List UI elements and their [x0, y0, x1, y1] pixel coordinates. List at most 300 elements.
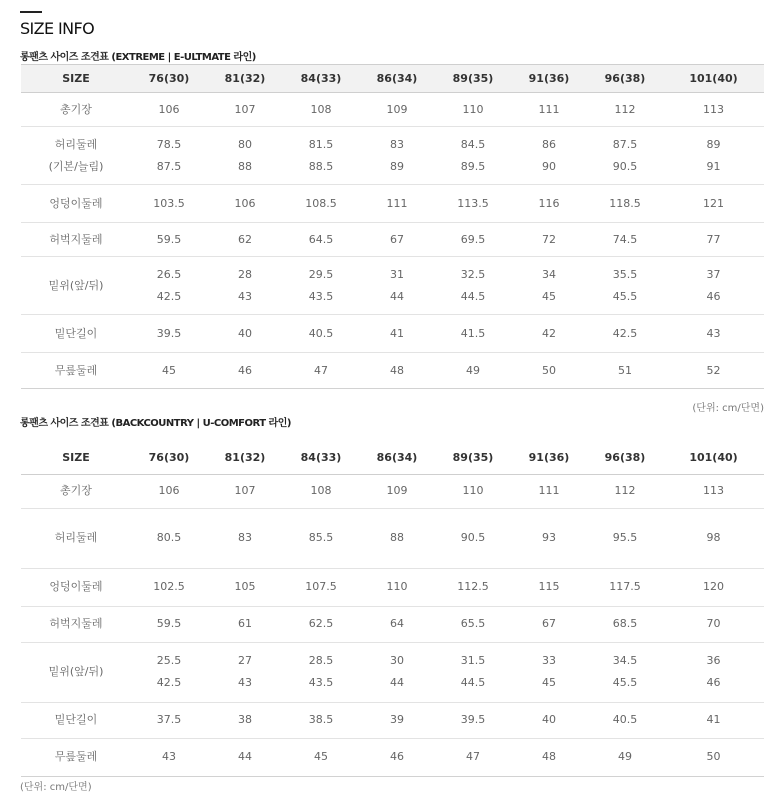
row-label-text: 허벅지둘레 — [49, 232, 103, 246]
table-cell — [359, 474, 435, 508]
cell-value: 44 — [390, 289, 404, 303]
cell-value: 91 — [706, 159, 721, 173]
table-cell — [435, 257, 511, 315]
table-cell — [587, 353, 663, 389]
table-cell — [587, 223, 663, 257]
cell-value: 109 — [386, 102, 408, 116]
cell-value: 31.5 — [460, 654, 486, 667]
row-label-text: 밑단길이 — [54, 326, 98, 340]
cell-value: 113 — [703, 484, 724, 497]
table-cell — [663, 702, 764, 738]
cell-value: 109 — [386, 484, 408, 497]
table-cell — [283, 127, 359, 185]
cell-value: 110 — [462, 102, 484, 116]
cell-value: 45 — [162, 363, 176, 377]
table-cell — [587, 702, 663, 738]
cell-value: 62.5 — [308, 617, 334, 630]
table-row — [21, 568, 764, 606]
table-cell — [131, 474, 207, 508]
table-cell — [207, 223, 283, 257]
cell-value: 118.5 — [609, 196, 641, 210]
row-label — [21, 702, 131, 738]
column-header: 76(30) — [131, 65, 207, 93]
table-cell — [207, 257, 283, 315]
cell-value: 106 — [158, 484, 180, 497]
table-row — [21, 353, 764, 389]
table-cell — [207, 185, 283, 223]
table-cell — [359, 702, 435, 738]
table-cell — [283, 93, 359, 127]
cell-value: 107.5 — [305, 580, 337, 593]
table-cell — [587, 568, 663, 606]
column-header: SIZE — [21, 65, 131, 93]
cell-value: 111 — [538, 484, 560, 497]
table-cell — [207, 127, 283, 185]
cell-value: 42.5 — [156, 676, 182, 689]
table-cell — [359, 223, 435, 257]
column-header: 89(35) — [435, 65, 511, 93]
row-label-text: 밑위(앞/뒤) — [48, 278, 104, 292]
cell-value: 111 — [538, 102, 560, 116]
cell-value: 44.5 — [460, 676, 486, 689]
table-cell — [511, 93, 587, 127]
table-row — [21, 127, 764, 185]
table-cell — [359, 606, 435, 642]
table-cell — [511, 353, 587, 389]
row-label — [21, 606, 131, 642]
cell-value: 64 — [390, 617, 404, 630]
cell-value: 85.5 — [308, 531, 334, 544]
cell-value: 69.5 — [460, 232, 486, 246]
cell-value: 61 — [238, 617, 252, 630]
row-label — [21, 642, 131, 702]
table-cell — [283, 315, 359, 353]
cell-value: 28 — [238, 267, 252, 281]
cell-value: 84.5 — [460, 137, 486, 151]
table-row — [21, 185, 764, 223]
cell-value: 112 — [614, 484, 636, 497]
cell-value: 43 — [706, 326, 721, 340]
cell-value: 108 — [310, 102, 332, 116]
cell-value: 25.5 — [156, 654, 182, 667]
cell-value: 34 — [542, 267, 556, 281]
table-cell — [359, 738, 435, 776]
cell-value: 112 — [614, 102, 636, 116]
cell-value: 31 — [390, 267, 404, 281]
title-accent-bar — [20, 11, 42, 13]
cell-value: 41 — [706, 713, 721, 726]
cell-value: 42.5 — [156, 289, 182, 303]
table-cell — [283, 474, 359, 508]
column-header: 101(40) — [663, 442, 764, 474]
row-label — [21, 185, 131, 223]
cell-value: 113.5 — [457, 196, 489, 210]
table-cell — [435, 738, 511, 776]
cell-value: 83 — [390, 137, 404, 151]
table-cell — [359, 257, 435, 315]
table-cell — [663, 127, 764, 185]
row-label-text: 엉덩이둘레 — [49, 196, 103, 210]
table-cell — [359, 93, 435, 127]
cell-value: 29.5 — [308, 267, 334, 281]
table-cell — [511, 127, 587, 185]
cell-value: 48 — [390, 363, 404, 377]
cell-value: 51 — [618, 363, 632, 377]
column-header: SIZE — [21, 442, 131, 474]
column-header: 81(32) — [207, 442, 283, 474]
cell-value: 74.5 — [612, 232, 638, 246]
table-cell — [435, 353, 511, 389]
column-header: 84(33) — [283, 65, 359, 93]
cell-value: 108 — [310, 484, 332, 497]
cell-value: 90.5 — [612, 159, 638, 173]
table-cell — [435, 642, 511, 702]
size-table-backcountry — [21, 442, 764, 777]
table-cell — [131, 353, 207, 389]
table-cell — [435, 606, 511, 642]
table-cell — [511, 185, 587, 223]
cell-value: 43 — [238, 676, 252, 689]
cell-value: 106 — [158, 102, 180, 116]
column-header: 84(33) — [283, 442, 359, 474]
table-cell — [435, 185, 511, 223]
table-cell — [131, 127, 207, 185]
table-cell — [511, 508, 587, 568]
cell-value: 38 — [238, 713, 252, 726]
row-label — [21, 353, 131, 389]
table-cell — [587, 606, 663, 642]
cell-value: 115 — [538, 580, 560, 593]
row-label — [21, 257, 131, 315]
table-cell — [207, 508, 283, 568]
cell-value: 33 — [542, 654, 556, 667]
table-cell — [283, 223, 359, 257]
table-cell — [435, 93, 511, 127]
cell-value: 50 — [706, 750, 721, 763]
row-label-text: 무릎둘레 — [54, 363, 98, 377]
cell-value: 44.5 — [460, 289, 486, 303]
cell-value: 45.5 — [612, 289, 638, 303]
table-row — [21, 702, 764, 738]
row-label — [21, 223, 131, 257]
cell-value: 44 — [238, 750, 252, 763]
cell-value: 50 — [542, 363, 556, 377]
table-cell — [663, 474, 764, 508]
table-cell — [207, 93, 283, 127]
table-cell — [511, 702, 587, 738]
cell-value: 26.5 — [156, 267, 182, 281]
table-cell — [587, 257, 663, 315]
cell-value: 113 — [703, 102, 724, 116]
row-label-text: 허리둘레 — [54, 137, 98, 151]
cell-value: 30 — [390, 654, 404, 667]
table-cell — [131, 642, 207, 702]
cell-value: 46 — [706, 676, 721, 689]
table-cell — [435, 568, 511, 606]
table-cell — [207, 315, 283, 353]
table-row — [21, 93, 764, 127]
row-label — [21, 127, 131, 185]
cell-value: 45 — [314, 750, 328, 763]
row-label-text: 허벅지둘레 — [49, 617, 103, 630]
cell-value: 110 — [462, 484, 484, 497]
cell-value: 107 — [234, 484, 256, 497]
table-cell — [663, 315, 764, 353]
column-header: 91(36) — [511, 442, 587, 474]
cell-value: 68.5 — [612, 617, 638, 630]
table-cell — [663, 642, 764, 702]
cell-value: 41 — [390, 326, 404, 340]
row-label-text: 밑단길이 — [54, 713, 98, 726]
row-label-text: 엉덩이둘레 — [49, 580, 103, 593]
cell-value: 42 — [542, 326, 556, 340]
table-cell — [131, 702, 207, 738]
cell-value: 80.5 — [156, 531, 182, 544]
cell-value: 67 — [390, 232, 404, 246]
table-cell — [131, 185, 207, 223]
cell-value: 87.5 — [156, 159, 182, 173]
cell-value: 40.5 — [612, 713, 638, 726]
table-cell — [435, 702, 511, 738]
table-cell — [435, 223, 511, 257]
cell-value: 34.5 — [612, 654, 638, 667]
column-header: 89(35) — [435, 442, 511, 474]
row-label-text: 밑위(앞/뒤) — [48, 665, 104, 678]
row-label-text: 총기장 — [60, 102, 92, 116]
cell-value: 59.5 — [156, 232, 182, 246]
table-cell — [587, 508, 663, 568]
cell-value: 49 — [466, 363, 480, 377]
table-row — [21, 508, 764, 568]
cell-value: 110 — [386, 580, 408, 593]
table-cell — [131, 738, 207, 776]
cell-value: 37.5 — [156, 713, 182, 726]
row-label-text: 허리둘레 — [54, 531, 98, 544]
table-cell — [587, 127, 663, 185]
cell-value: 64.5 — [308, 232, 334, 246]
table-cell — [131, 93, 207, 127]
cell-value: 111 — [386, 196, 408, 210]
table2-unit-note: (단위: cm/단면) — [20, 782, 92, 793]
cell-value: 42.5 — [612, 326, 638, 340]
table-cell — [511, 606, 587, 642]
table-cell — [207, 738, 283, 776]
cell-value: 36 — [706, 654, 721, 667]
cell-value: 88 — [390, 531, 404, 544]
table-cell — [359, 508, 435, 568]
cell-value: 89 — [706, 137, 721, 151]
table-cell — [283, 353, 359, 389]
cell-value: 95.5 — [612, 531, 638, 544]
cell-value: 86 — [542, 137, 556, 151]
cell-value: 90 — [542, 159, 556, 173]
column-header: 86(34) — [359, 65, 435, 93]
cell-value: 102.5 — [153, 580, 185, 593]
table-cell — [131, 568, 207, 606]
table-cell — [663, 93, 764, 127]
cell-value: 89 — [390, 159, 404, 173]
cell-value: 45 — [542, 289, 556, 303]
cell-value: 39.5 — [460, 713, 486, 726]
table2-subtitle: 롱팬츠 사이즈 조견표 (BACKCOUNTRY | U-COMFORT 라인) — [20, 418, 291, 429]
cell-value: 116 — [538, 196, 560, 210]
size-table-extreme — [21, 64, 764, 389]
table-cell — [587, 185, 663, 223]
table-cell — [511, 568, 587, 606]
table-cell — [435, 474, 511, 508]
cell-value: 88 — [238, 159, 252, 173]
table-row — [21, 315, 764, 353]
cell-value: 93 — [542, 531, 556, 544]
table-cell — [283, 702, 359, 738]
cell-value: 41.5 — [460, 326, 486, 340]
table-row — [21, 474, 764, 508]
table-cell — [359, 127, 435, 185]
cell-value: 89.5 — [460, 159, 486, 173]
table-cell — [435, 127, 511, 185]
cell-value: 67 — [542, 617, 556, 630]
cell-value: 62 — [238, 232, 252, 246]
cell-value: 70 — [706, 617, 721, 630]
table-cell — [283, 738, 359, 776]
cell-value: 117.5 — [609, 580, 641, 593]
cell-value: 52 — [706, 363, 721, 377]
cell-value: 43.5 — [308, 676, 334, 689]
row-label-text: 무릎둘레 — [54, 750, 98, 763]
table-cell — [587, 642, 663, 702]
table-row — [21, 223, 764, 257]
table-cell — [663, 257, 764, 315]
table-cell — [359, 353, 435, 389]
table-cell — [207, 642, 283, 702]
cell-value: 43 — [238, 289, 252, 303]
cell-value: 108.5 — [305, 196, 337, 210]
table-cell — [587, 474, 663, 508]
cell-value: 98 — [706, 531, 721, 544]
table-cell — [283, 606, 359, 642]
table-cell — [511, 642, 587, 702]
table-cell — [131, 257, 207, 315]
cell-value: 103.5 — [153, 196, 185, 210]
cell-value: 105 — [234, 580, 256, 593]
cell-value: 83 — [238, 531, 252, 544]
cell-value: 81.5 — [308, 137, 334, 151]
cell-value: 120 — [703, 580, 724, 593]
row-label-text: 총기장 — [60, 484, 92, 497]
column-header: 101(40) — [663, 65, 764, 93]
table-cell — [511, 315, 587, 353]
table-cell — [283, 642, 359, 702]
cell-value: 35.5 — [612, 267, 638, 281]
column-header: 76(30) — [131, 442, 207, 474]
cell-value: 107 — [234, 102, 256, 116]
cell-value: 59.5 — [156, 617, 182, 630]
cell-value: 106 — [234, 196, 256, 210]
table-cell — [359, 185, 435, 223]
table1-unit-note: (단위: cm/단면) — [692, 403, 764, 414]
cell-value: 80 — [238, 137, 252, 151]
cell-value: 40 — [542, 713, 556, 726]
cell-value: 32.5 — [460, 267, 486, 281]
row-label — [21, 93, 131, 127]
cell-value: 88.5 — [308, 159, 334, 173]
table-cell — [663, 568, 764, 606]
table-cell — [283, 185, 359, 223]
cell-value: 38.5 — [308, 713, 334, 726]
table-cell — [511, 474, 587, 508]
cell-value: 46 — [238, 363, 252, 377]
column-header: 96(38) — [587, 65, 663, 93]
cell-value: 43 — [162, 750, 176, 763]
table-row — [21, 257, 764, 315]
cell-value: 39 — [390, 713, 404, 726]
table-cell — [359, 642, 435, 702]
table-row — [21, 738, 764, 776]
cell-value: 48 — [542, 750, 556, 763]
cell-value: 28.5 — [308, 654, 334, 667]
column-header: 81(32) — [207, 65, 283, 93]
table-cell — [435, 508, 511, 568]
table-cell — [131, 508, 207, 568]
table-cell — [663, 353, 764, 389]
row-label — [21, 315, 131, 353]
table-row — [21, 606, 764, 642]
table-cell — [587, 315, 663, 353]
cell-value: 43.5 — [308, 289, 334, 303]
table-cell — [207, 606, 283, 642]
table-row — [21, 642, 764, 702]
table-cell — [207, 353, 283, 389]
table-cell — [663, 223, 764, 257]
cell-value: 47 — [314, 363, 328, 377]
table-cell — [131, 315, 207, 353]
cell-value: 49 — [618, 750, 632, 763]
cell-value: 40.5 — [308, 326, 334, 340]
cell-value: 77 — [706, 232, 721, 246]
cell-value: 46 — [706, 289, 721, 303]
table-cell — [283, 568, 359, 606]
table-cell — [435, 315, 511, 353]
table1-subtitle: 롱팬츠 사이즈 조견표 (EXTREME | E-ULTMATE 라인) — [20, 52, 256, 63]
cell-value: 65.5 — [460, 617, 486, 630]
cell-value: 45.5 — [612, 676, 638, 689]
column-header: 86(34) — [359, 442, 435, 474]
cell-value: 72 — [542, 232, 556, 246]
cell-value: 46 — [390, 750, 404, 763]
table-cell — [207, 474, 283, 508]
table-cell — [131, 606, 207, 642]
cell-value: 27 — [238, 654, 252, 667]
table-header-row — [21, 65, 764, 93]
cell-value: 40 — [238, 326, 252, 340]
table-cell — [587, 93, 663, 127]
column-header: 91(36) — [511, 65, 587, 93]
table-header-row — [21, 442, 764, 474]
row-label-text: (기본/늘림) — [48, 159, 104, 173]
row-label — [21, 738, 131, 776]
table-cell — [283, 257, 359, 315]
cell-value: 44 — [390, 676, 404, 689]
row-label — [21, 568, 131, 606]
table-cell — [511, 257, 587, 315]
table-cell — [131, 223, 207, 257]
table-cell — [283, 508, 359, 568]
table-cell — [511, 738, 587, 776]
table-cell — [359, 315, 435, 353]
row-label — [21, 474, 131, 508]
table-cell — [207, 702, 283, 738]
cell-value: 45 — [542, 676, 556, 689]
